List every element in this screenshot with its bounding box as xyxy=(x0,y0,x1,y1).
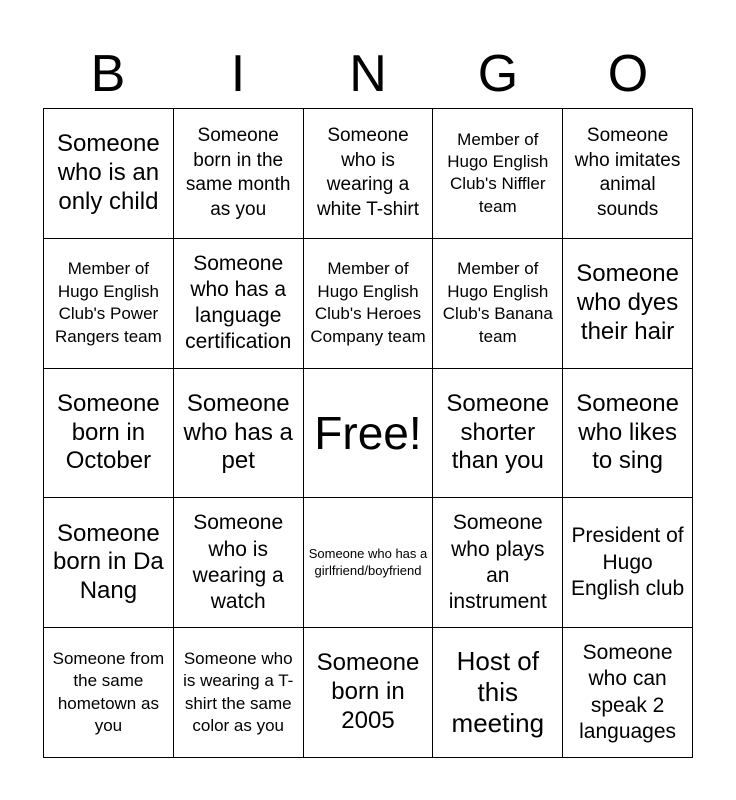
bingo-cell[interactable] xyxy=(563,369,693,499)
bingo-cell[interactable] xyxy=(44,239,174,369)
cell-text: Someone born in Da Nang xyxy=(53,519,164,605)
bingo-cell[interactable] xyxy=(44,109,174,239)
cell-text: Someone born in October xyxy=(57,389,160,475)
bingo-cell[interactable] xyxy=(44,628,174,758)
cell-text: Someone who plays an instrument xyxy=(448,511,547,614)
cell-text: Someone who imitates animal sounds xyxy=(574,125,681,221)
cell-text: President of Hugo English club xyxy=(570,524,685,600)
bingo-cell[interactable] xyxy=(304,239,434,369)
bingo-cell[interactable] xyxy=(174,498,304,628)
bingo-cell[interactable] xyxy=(563,239,693,369)
bingo-cell[interactable] xyxy=(433,628,563,758)
bingo-card-grid xyxy=(43,108,693,758)
cell-text: Someone who is an only child xyxy=(57,130,160,215)
cell-text: Someone born in 2005 xyxy=(316,649,420,734)
header-letter-i: I xyxy=(230,45,246,103)
cell-text: Someone who has a girlfriend/boyfriend xyxy=(308,545,428,578)
bingo-cell[interactable] xyxy=(304,109,434,239)
bingo-cell[interactable] xyxy=(433,369,563,499)
cell-text: Someone who has a pet xyxy=(183,389,293,475)
cell-text: Someone who can speak 2 languages xyxy=(579,641,677,743)
bingo-cell[interactable] xyxy=(563,498,693,628)
header-letter-b: B xyxy=(90,45,126,103)
cell-text: Member of Hugo English Club's Niffler team xyxy=(447,129,549,216)
header-letter-g: G xyxy=(477,45,519,103)
cell-text: Host of this meeting xyxy=(451,645,545,739)
bingo-cell[interactable] xyxy=(563,109,693,239)
bingo-cell[interactable] xyxy=(44,498,174,628)
bingo-cell[interactable] xyxy=(563,628,693,758)
cell-text: Someone who dyes their hair xyxy=(576,260,679,345)
cell-text: Someone who is wearing a T-shirt the same color as you xyxy=(183,648,294,736)
cell-text: Someone who has a language certification xyxy=(185,251,292,354)
bingo-cell[interactable] xyxy=(433,239,563,369)
free-space-text: Free! xyxy=(314,406,422,459)
cell-text: Someone from the same hometown as you xyxy=(52,648,165,736)
cell-text: Someone who is wearing a watch xyxy=(192,511,284,614)
cell-text: Someone born in the same month as you xyxy=(185,125,291,221)
free-space-cell[interactable] xyxy=(304,369,434,499)
bingo-cell[interactable] xyxy=(174,628,304,758)
header-letter-n: N xyxy=(349,45,387,103)
cell-text: Member of Hugo English Club's Heroes Company team xyxy=(310,259,426,346)
bingo-cell[interactable] xyxy=(433,109,563,239)
bingo-header xyxy=(43,40,693,108)
cell-text: Member of Hugo English Club's Banana team xyxy=(442,259,553,346)
bingo-cell[interactable] xyxy=(44,369,174,499)
header-letter-o: O xyxy=(607,45,649,103)
cell-text: Someone shorter than you xyxy=(446,389,550,475)
bingo-cell[interactable] xyxy=(174,369,304,499)
cell-text: Member of Hugo English Club's Power Rangers team xyxy=(55,259,162,346)
cell-text: Someone who likes to sing xyxy=(576,389,679,475)
cell-text: Someone who is wearing a white T-shirt xyxy=(316,125,420,221)
bingo-cell[interactable] xyxy=(304,498,434,628)
bingo-cell[interactable] xyxy=(174,239,304,369)
bingo-cell[interactable] xyxy=(304,628,434,758)
bingo-cell[interactable] xyxy=(433,498,563,628)
bingo-cell[interactable] xyxy=(174,109,304,239)
